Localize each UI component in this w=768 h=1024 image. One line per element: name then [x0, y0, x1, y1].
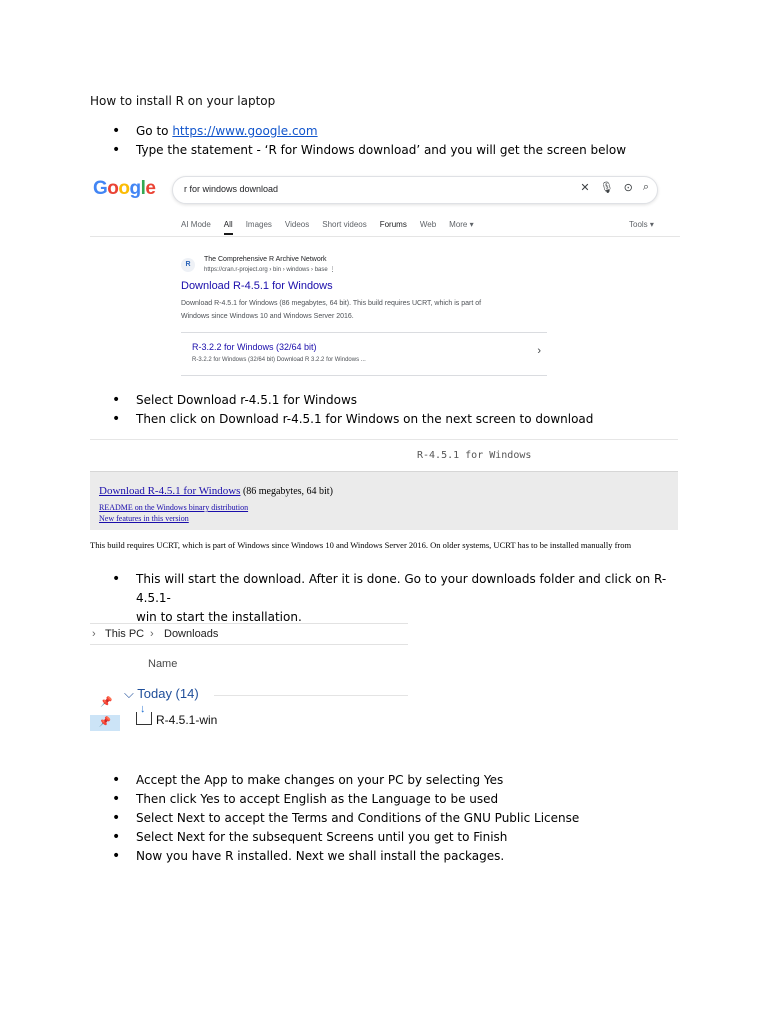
breadcrumb-this-pc[interactable]: This PC: [105, 628, 145, 640]
divider: [90, 236, 680, 237]
list-item: [112, 122, 626, 141]
tab-more[interactable]: More ▾: [449, 220, 474, 229]
group-label: Today (14): [137, 686, 199, 701]
breadcrumb-downloads[interactable]: Downloads: [164, 628, 219, 640]
list-item: • Then click on Download r-4.5.1 for Windows on the next screen to download: [112, 410, 593, 429]
tab-web[interactable]: Web: [419, 220, 437, 229]
microphone-icon[interactable]: 🎙: [599, 182, 614, 194]
cran-download-box: [90, 471, 678, 530]
chevron-right-icon[interactable]: ›: [537, 345, 541, 357]
steps-list-3: [112, 570, 682, 627]
chevron-right-icon: ›: [150, 628, 154, 640]
sublink-card[interactable]: [181, 332, 547, 376]
google-logo: [93, 178, 155, 200]
tab-ai-mode[interactable]: AI Mode: [181, 220, 211, 229]
cran-favicon-icon: R: [181, 258, 195, 272]
search-query: r for windows download: [184, 184, 279, 194]
list-item: • Type the statement - ‘R for Windows download’ and you will get the screen below: [112, 141, 626, 160]
pin-icon[interactable]: 📌: [90, 715, 120, 731]
cran-download-line: [99, 485, 333, 497]
file-name: R-4.5.1-win: [156, 713, 218, 727]
google-logo-text: Google: [93, 178, 156, 199]
download-r-link[interactable]: Download R-4.5.1 for Windows: [99, 485, 241, 497]
search-tabs: [181, 220, 474, 229]
download-file-icon: [136, 712, 152, 725]
result-site-name[interactable]: The Comprehensive R Archive Network: [204, 256, 327, 263]
step-line: This will start the download. After it is done. Go to your downloads folder and click on R-4.5.1-: [136, 572, 667, 605]
tab-forums[interactable]: Forums: [379, 220, 407, 229]
list-item: • Select Next for the subsequent Screens until you get to Finish: [112, 828, 579, 847]
intro-text: How to install R on your laptop: [90, 94, 276, 108]
steps-list-4: [112, 771, 579, 866]
tab-videos[interactable]: Videos: [284, 220, 310, 229]
download-size: (86 megabytes, 64 bit): [240, 486, 333, 497]
tab-all[interactable]: All: [223, 220, 233, 229]
result-title-link[interactable]: Download R-4.5.1 for Windows: [181, 280, 333, 292]
search-icon[interactable]: ⌕: [642, 181, 649, 193]
readme-link[interactable]: README on the Windows binary distribution: [99, 503, 249, 512]
divider: [214, 695, 408, 696]
google-screenshot: [90, 172, 680, 382]
divider: [90, 439, 678, 440]
list-item: • Select Next to accept the Terms and Conditions of the GNU Public License: [112, 809, 579, 828]
tab-short-videos[interactable]: Short videos: [322, 220, 367, 229]
pin-icon[interactable]: 📌: [100, 697, 113, 708]
explorer-address-bar[interactable]: [90, 623, 408, 645]
result-desc-line: Download R-4.5.1 for Windows (86 megabytes, 64 bit). This build requires UCRT, which is part of: [181, 300, 482, 307]
group-header-today[interactable]: [124, 686, 199, 702]
result-description: [181, 297, 541, 323]
lens-icon[interactable]: ⊙: [623, 182, 633, 194]
file-item-r-installer[interactable]: [136, 712, 217, 727]
step-line: win to start the installation.: [136, 610, 302, 624]
google-link[interactable]: https://www.google.com: [172, 124, 318, 138]
sublink-desc: R-3.2.2 for Windows (32/64 bit) Download R 3.2.2 for Windows ...: [192, 357, 366, 363]
list-item: • Accept the App to make changes on your PC by selecting Yes: [112, 771, 579, 790]
cran-heading: R-4.5.1 for Windows: [417, 450, 532, 461]
chevron-right-icon: ›: [92, 628, 96, 640]
list-item: [112, 570, 682, 627]
tab-images[interactable]: Images: [245, 220, 272, 229]
column-header-name[interactable]: Name: [148, 658, 178, 670]
steps-list-2: [112, 391, 593, 429]
list-item: • Select Download r-4.5.1 for Windows: [112, 391, 593, 410]
new-features-link[interactable]: New features in this version: [99, 514, 189, 523]
result-desc-line: Windows since Windows 10 and Windows Server 2016.: [181, 313, 354, 320]
chevron-down-icon[interactable]: ⌵: [124, 686, 134, 701]
goto-prefix: Go to: [136, 124, 173, 138]
list-item: • Then click Yes to accept English as the Language to be used: [112, 790, 579, 809]
google-search-box[interactable]: [172, 176, 658, 204]
list-item: • Now you have R installed. Next we shall install the packages.: [112, 847, 579, 866]
tools-button[interactable]: Tools ▾: [629, 220, 654, 229]
sublink-title[interactable]: R-3.2.2 for Windows (32/64 bit): [192, 342, 317, 352]
cran-ucrt-note: This build requires UCRT, which is part of Windows since Windows 10 and Windows Server 2016. On older systems, UCRT has to be installed manually from: [90, 540, 632, 550]
clear-icon[interactable]: ✕: [580, 182, 590, 194]
steps-list-1: [112, 122, 626, 160]
result-url[interactable]: https://cran.r-project.org › bin › windows › base ⋮: [204, 267, 336, 273]
